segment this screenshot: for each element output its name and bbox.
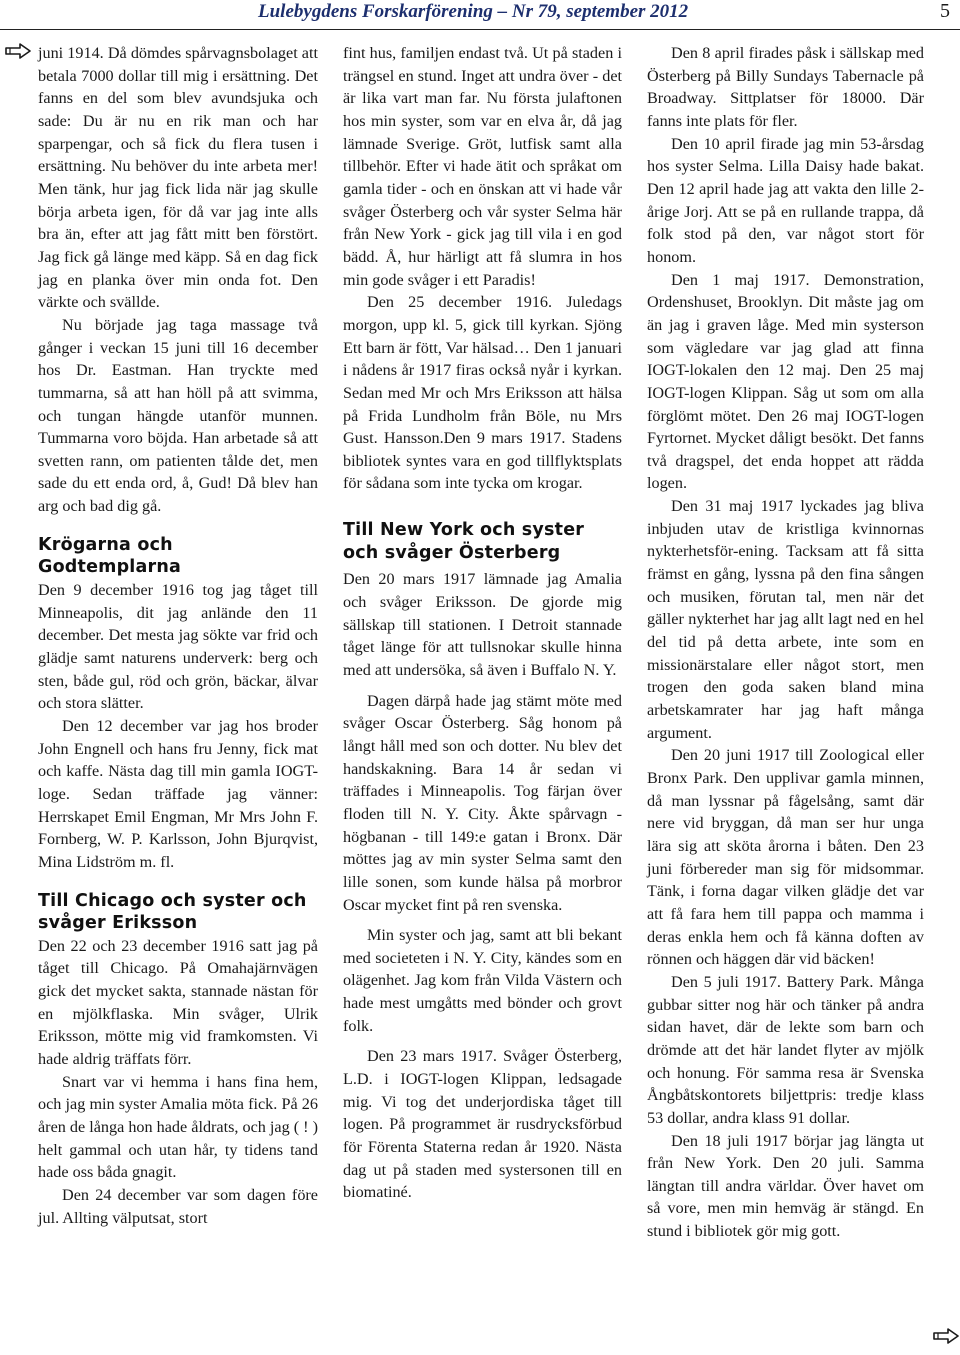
section-heading: Krögarna och Godtemplarna	[38, 534, 182, 578]
paragraph: juni 1914. Då dömdes spårvagnsbolaget att betala 7000 dollar till mig i ersättning. Det fanns en del som blev avundsjuka och sade: Du är nu en rik man och har sparpengar, och så fick du flera tusen i ersättning. Nu behöver du inte arbeta mer! Men tänk, hur jag fick lida när jag skulle börja arbeta igen, för då var jag inte alls bra än, efter att jag fått mitt ben förstört. Jag fick gå länge med käpp. Så en dag fick jag en planka över min onda fot. Den värkte och svällde.	[38, 44, 318, 312]
paragraph: Den 25 december 1916. Juledags morgon, upp kl. 5, gick till kyrkan. Sjöng Ett barn är fött, Var hälsad… Den 1 januari i nådens år 1917 firas också nyår i kyrkan. Sedan med Mr och Mrs Eriksson att hälsa på Frida Lundholm från Böle, nu Mrs Gust. Hansson.Den 9 mars 1917. Stadens bibliotek syntes vara en god tillflyktsplats för sådana som inte tycka om krogar.	[343, 293, 622, 493]
paragraph: Den 9 december 1916 tog jag tåget till Minneapolis, dit jag anlände den 11 december. Det mesta jag sökte var frid och glädje samt naturens underverk: berg och sten, både gul, röd och grön, bäckar, älvar och stora slätter.	[38, 580, 318, 713]
paragraph: Den 31 maj 1917 lyckades jag bliva inbjuden utav de kristliga kvinnornas nykterhetsför-ening. Tacksam att få sitta främst en gång, lyssna på den fina sången och musiken, förutan tal, men när det gäller nykterhet har jag allt lagt ned en hel del tid på detta arbete, inte som en missionärstalare eller något stort, men trogen den goda saken bland mina arbetskamrater har jag haft många argument.	[647, 497, 924, 742]
paragraph: Den 1 maj 1917. Demonstration, Ordenshuset, Brooklyn. Dit måste jag om än jag i graven låge. Med min systerson som vägledare var jag glad att finna IOGT-lokalen den 12 maj. Den 25 maj IOGT-logen Klippan. Såg ut som om alla förglömt mötet. Den 26 maj IOGT-logen Fyrtornet. Mycket dåligt besökt. Det fanns två dragspel, det enda hoppet att rädda logen.	[647, 270, 924, 493]
paragraph: Den 18 juli 1917 börjar jag längta ut från New York. Den 20 juli. Samma längtan till andra världar. Över havet om så vore, men min hemväg är stängd. En stund i bibliotek gör mig gott.	[647, 1131, 924, 1241]
paragraph: Den 8 april firades påsk i sällskap med Österberg på Billy Sundays Tabernacle på Broadway. Sittplatser för 18000. Där fanns inte plats för fler.	[647, 44, 924, 130]
paragraph: Snart var vi hemma i hans fina hem, och jag min syster Amalia möta fick. På 26 åren de långa hon hade åldrats, och jag ( ! ) helt gammal och utan hår, ty tidens tand hade oss båda gnagit.	[38, 1072, 319, 1182]
paragraph: Den 10 april firade jag min 53-årsdag hos syster Selma. Lilla Daisy hade bakat. Den 12 april hade jag att vakta den lille 2-årige Jorj. Att se på en rullande trappa, då folk stod på den, var något stort för honom.	[647, 134, 924, 266]
paragraph: Den 24 december var som dagen före jul. Allting välputsat, stort	[38, 1185, 318, 1227]
section-heading: Till New York och syster och svåger Österberg	[343, 520, 585, 563]
paragraph: Den 23 mars 1917. Svåger Österberg, L.D. i IOGT-logen Klippan, ledsagade mig. Vi tog det underjordiska tåget till logen. På programmet är rusdrycksförbud för Förenta Staterna redan år 1920. Nästa dag ut på staden med systersonen till en biomatiné.	[343, 1047, 622, 1202]
pointing-hand-arrow-icon	[4, 43, 32, 59]
section-heading: Till Chicago och syster och svåger Eriksson	[38, 890, 307, 934]
paragraph: Nu började jag taga massage två gånger i veckan 15 juni till 16 december hos Dr. Eastman. Han tryckte med tummarna, så att han höll på att svimma, och tungan hängde utanför munnen. Tummarna voro böjda. Han arbetade så att svetten rann, om patienten tålde det, men sade du ett enda ord, å, Gud! Då blev han arg och bad dig gå.	[38, 315, 318, 516]
paragraph: Den 20 juni 1917 till Zoological eller Bronx Park. Den upplivar gamla minnen, då man lyssnar på fågelsång, samt där nere vid bryggan, då man ser hur unga lära sig att sköta årorna i båten. Den 23 juni förbereder man sig för midsommar. Tänk, i forna dagar vilken glädje det var att få fara hem till pappa och mamma i deras enkla hem och få känna doften av rönnen och häggen där vid bäcken!	[647, 746, 924, 969]
column-2	[343, 42, 622, 1204]
paragraph: Den 5 juli 1917. Battery Park. Många gubbar sitter nog här och tänker på andra sidan havet, där de lekte som barn och drömde att det här landet flyter av mjölk och honung. För samma resa är Svenska Ångbåtskontorets biljettpris: tredje klass 53 dollar, andra klass 91 dollar.	[647, 972, 924, 1127]
paragraph: fint hus, familjen endast två. Ut på staden i trängsel en stund. Inget att undra över - det är lika vart man far. Nu första julaftonen hos min syster, som var en elva år, då jag lämnade Sverige. Gröt, lutfisk samt alla tillbehör. Efter vi hade ätit och språkat om gamla tider - och en önskan att vi hade vår svåger Österberg och vår syster Selma här från New York - gick jag till vila i en god bädd. Å, hur härligt att få slumra in hos min gode svåger i ett Paradis!	[343, 44, 622, 289]
pointing-hand-arrow-icon	[932, 1328, 960, 1344]
page-header	[0, 0, 960, 30]
paragraph: Den 12 december var jag hos broder John Engnell och hans fru Jenny, fick mat och kaffe. Nästa dag till min gamla IOGT-loge. Sedan träffade jag vänner: Herrskapet Emil Engman, Mr Mrs John F. Fornberg, W. P. Karlsson, John Bjurqvist, Mina Lidström m. fl.	[38, 716, 318, 871]
page-number: 5	[940, 0, 950, 22]
publication-title: Lulebygdens Forskarförening – Nr 79, september 2012	[258, 1, 689, 22]
column-1	[38, 42, 318, 1229]
paragraph: Dagen därpå hade jag stämt möte med svåger Oscar Österberg. Såg honom på långt håll med son och dotter. Nu blev det handskakning. Bara 14 år sedan vi träffades i Minneapolis. Tog färjan över floden till N. Y. City. Åkte spårvagn - högbanan - till 149:e gatan i Bronx. Där möttes jag av min syster Selma samt den lille sonen, som kunde hälsa på morbror Oscar mycket fint på ren svenska.	[343, 691, 622, 914]
paragraph: Min syster och jag, samt att bli bekant med societeten i N. Y. City, kändes som en olägenhet. Jag kom från Vilda Västern och hade mest umgåtts med bönder och grovt folk.	[343, 926, 622, 1035]
column-3	[647, 42, 924, 1243]
paragraph: Den 22 och 23 december 1916 satt jag på tåget till Chicago. På Omahajärnvägen gick det mycket sakta, stannade nästan för en mjölkflaska. Min svåger, Ulrik Eriksson, mötte mig vid framkomsten. Vi hade aldrig träffats förr.	[38, 936, 318, 1068]
paragraph: Den 20 mars 1917 lämnade jag Amalia och svåger Eriksson. De gjorde mig sällskap till stationen. I Detroit stannade tåget länge för att tullsnokar skulle hinna med att undersöka, så även i Buffalo N. Y.	[343, 570, 622, 679]
